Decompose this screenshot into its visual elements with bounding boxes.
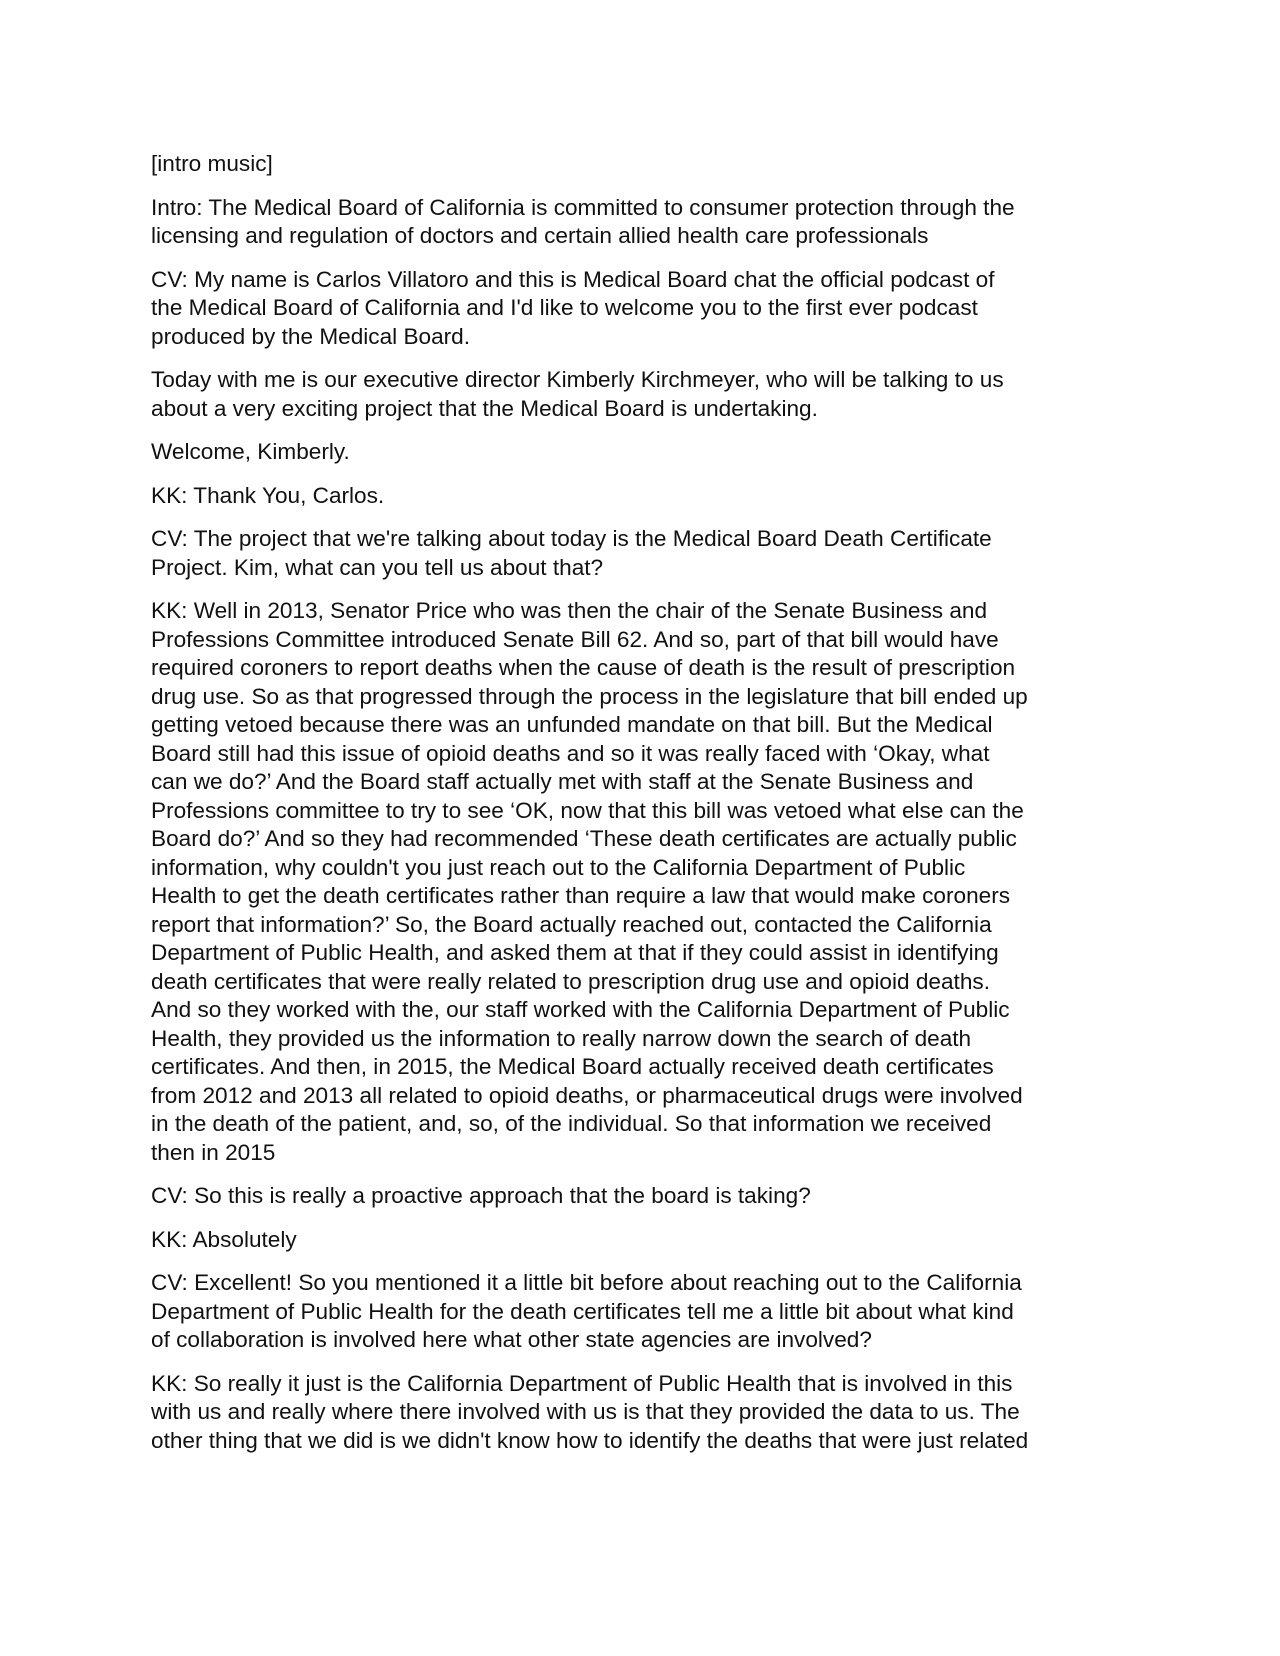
transcript-paragraph-kk-absolutely: KK: Absolutely [151, 1226, 297, 1252]
transcript-paragraph-intro-music: [intro music] [151, 151, 273, 176]
transcript-paragraph-cv-project-question: CV: The project that we're talking about today is the Medical Board Death Certificate Project. Kim, what can you tell us about that? [151, 526, 992, 580]
transcript-paragraph-welcome-kimberly: Welcome, Kimberly. [151, 439, 350, 464]
transcript-paragraph-guest-intro: Today with me is our executive director Kimberly Kirchmeyer, who will be talking to us about a very exciting project that the Medical Board is undertaking. [151, 367, 1004, 421]
transcript-paragraph-kk-thanks: KK: Thank You, Carlos. [151, 482, 385, 508]
podcast-transcript [151, 150, 1120, 1455]
transcript-paragraph-kk-cdph: KK: So really it just is the California Department of Public Health that is involved in this with us and really where there involved with us is that they provided the data to us. The other thing that we did is we didn't know how to identify the deaths that were just related [151, 1370, 1029, 1453]
transcript-paragraph-cv-collaboration: CV: Excellent! So you mentioned it a little bit before about reaching out to the California Department of Public Health for the death certificates tell me a little bit about what kind of collaboration is involved here what other state agencies are involved? [151, 1270, 1022, 1352]
transcript-paragraph-intro: Intro: The Medical Board of California is committed to consumer protection through the licensing and regulation of doctors and certain allied health care professionals [151, 194, 1015, 248]
transcript-paragraph-cv-welcome: CV: My name is Carlos Villatoro and this is Medical Board chat the official podcast of the Medical Board of California and I'd like to welcome you to the first ever podcast produced by the Medical Board. [151, 266, 995, 349]
transcript-paragraph-kk-project-history: KK: Well in 2013, Senator Price who was then the chair of the Senate Business and Professions Committee introduced Senate Bill 62. And so, part of that bill would have required coroners to report deaths when the cause of death is the result of prescription drug use. So as that progressed through the process in the legislature that bill ended up getting vetoed because there was an unfunded mandate on that bill. But the Medical Board still had this issue of opioid deaths and so it was really faced with ‘Okay, what can we do?’ And the Board staff actually met with staff at the Senate Business and Professions committee to try to see ‘OK, now that this bill was vetoed what else can the Board do?’ And so they had recommended ‘These death certificates are actually public information, why couldn't you just reach out to the California Department of Public Health to get the death certificates rather than require a law that would make coroners report that information?’ So, the Board actually reached out, contacted the California Department of Public Health, and asked them at that if they could assist in identifying death certificates that were really related to prescription drug use and opioid deaths. And so they worked with the, our staff worked with the California Department of Public Health, they provided us the information to really narrow down the search of death certificates. And then, in 2015, the Medical Board actually received death certificates from 2012 and 2013 all related to opioid deaths, or pharmaceutical drugs were involved in the death of the patient, and, so, of the individual. So that information we received then in 2015 [151, 598, 1028, 1165]
transcript-paragraph-cv-proactive: CV: So this is really a proactive approach that the board is taking? [151, 1183, 811, 1208]
